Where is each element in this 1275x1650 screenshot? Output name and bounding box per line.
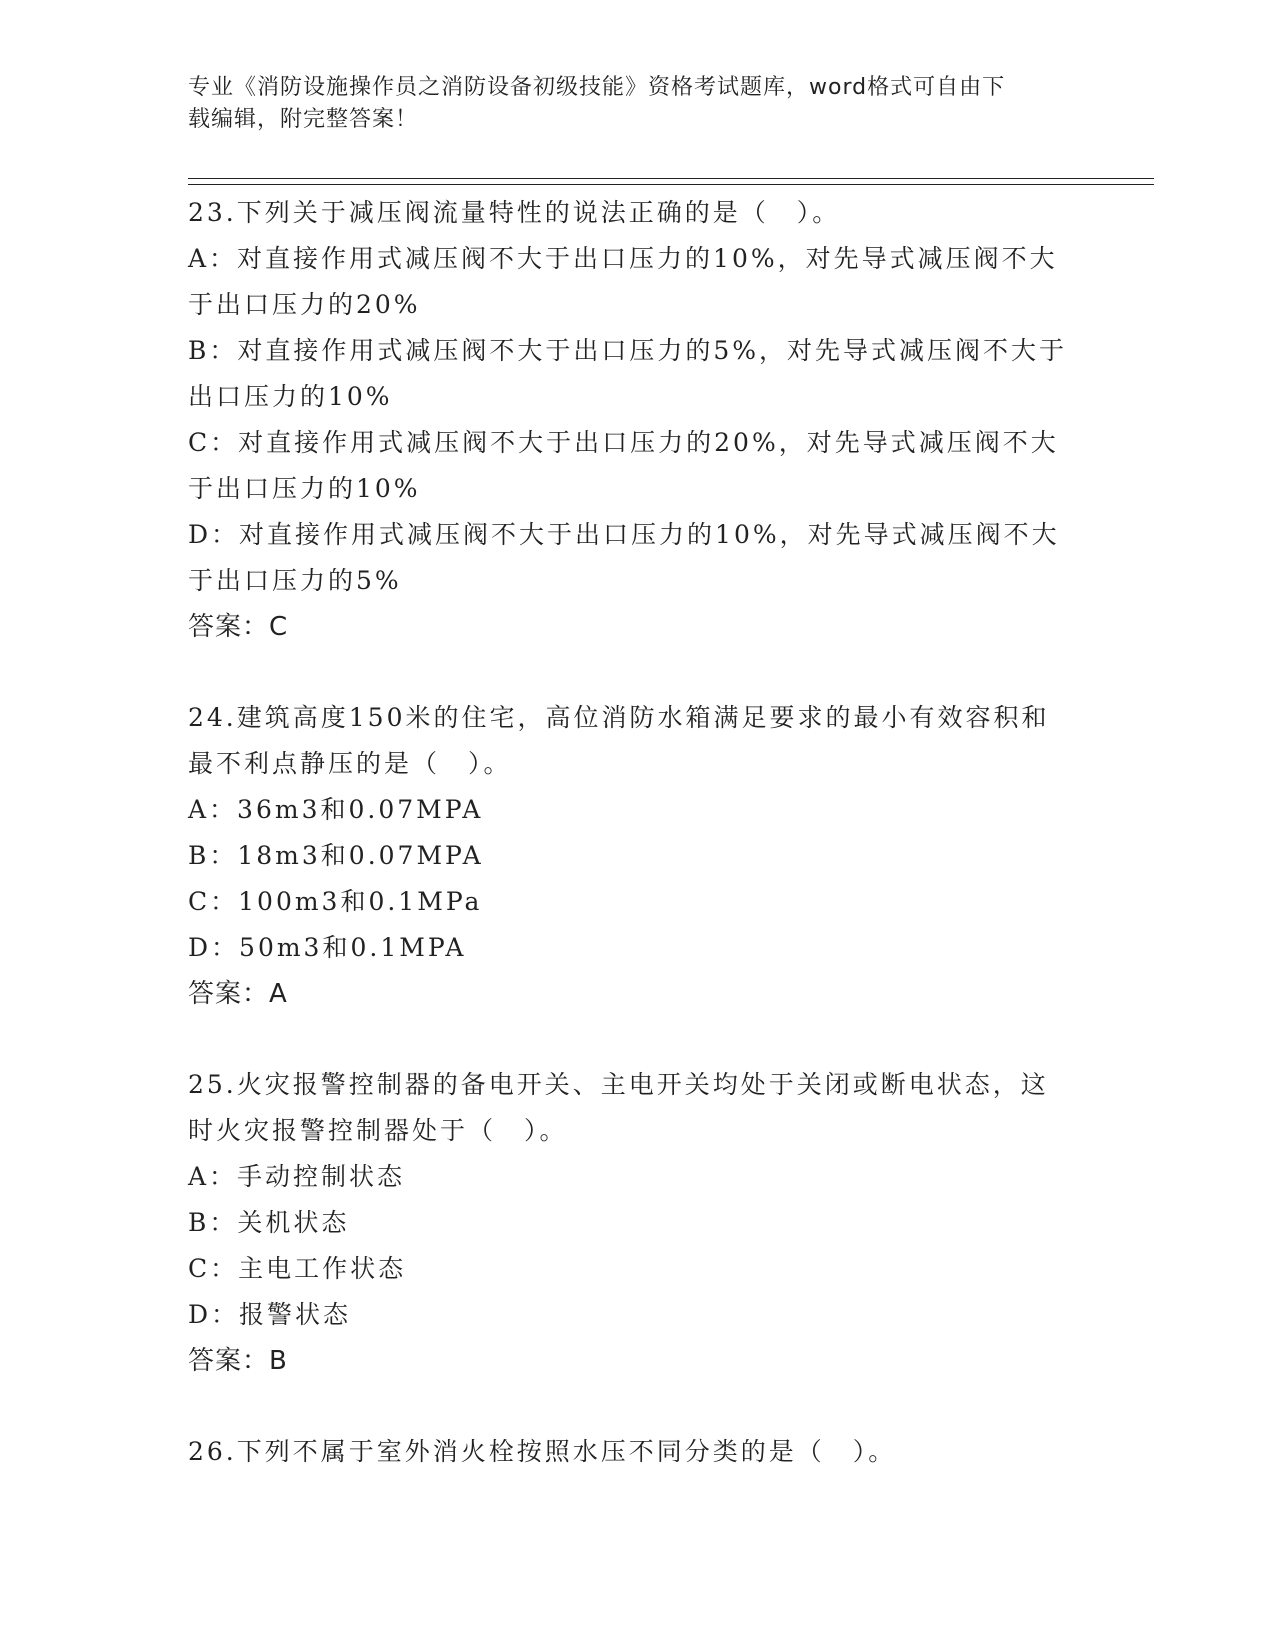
option-d-line-2: 于出口压力的5% bbox=[188, 566, 402, 595]
option-a: A：手动控制状态 bbox=[188, 1162, 406, 1191]
option-a-line-1: A：对直接作用式减压阀不大于出口压力的10%，对先导式减压阀不大 bbox=[188, 244, 1058, 273]
question-24 bbox=[188, 695, 1088, 1017]
header-line-2: 载编辑，附完整答案！ bbox=[188, 107, 419, 132]
question-stem-line-1: 24.建筑高度150米的住宅，高位消防水箱满足要求的最小有效容积和 bbox=[188, 703, 1050, 732]
question-stem-line-1: 25.火灾报警控制器的备电开关、主电开关均处于关闭或断电状态，这 bbox=[188, 1070, 1049, 1099]
header-divider-bottom bbox=[188, 184, 1154, 185]
option-d: D：报警状态 bbox=[188, 1300, 352, 1329]
answer-label: 答案：B bbox=[188, 1346, 288, 1376]
option-c-line-1: C：对直接作用式减压阀不大于出口压力的20%，对先导式减压阀不大 bbox=[188, 428, 1059, 457]
header-line-1: 专业《消防设施操作员之消防设备初级技能》资格考试题库，word格式可自由下 bbox=[188, 75, 1006, 100]
answer-label: 答案：C bbox=[188, 612, 289, 642]
header-divider-top bbox=[188, 178, 1154, 179]
question-stem: 26.下列不属于室外消火栓按照水压不同分类的是（ ）。 bbox=[188, 1437, 897, 1466]
question-stem-line-2: 时火灾报警控制器处于（ ）。 bbox=[188, 1116, 568, 1145]
option-d: D：50m3和0.1MPA bbox=[188, 933, 467, 962]
question-stem-line-2: 最不利点静压的是（ ）。 bbox=[188, 749, 512, 778]
option-c: C：主电工作状态 bbox=[188, 1254, 407, 1283]
option-c-line-2: 于出口压力的10% bbox=[188, 474, 421, 503]
option-d-line-1: D：对直接作用式减压阀不大于出口压力的10%，对先导式减压阀不大 bbox=[188, 520, 1060, 549]
document-header bbox=[188, 72, 1068, 136]
option-b: B：关机状态 bbox=[188, 1208, 350, 1237]
answer-label: 答案：A bbox=[188, 979, 288, 1009]
option-b: B：18m3和0.07MPA bbox=[188, 841, 484, 870]
question-stem: 23.下列关于减压阀流量特性的说法正确的是（ ）。 bbox=[188, 198, 841, 227]
question-26 bbox=[188, 1429, 1088, 1475]
option-a-line-2: 于出口压力的20% bbox=[188, 290, 421, 319]
option-a: A：36m3和0.07MPA bbox=[188, 795, 484, 824]
option-c: C：100m3和0.1MPa bbox=[188, 887, 483, 916]
option-b-line-1: B：对直接作用式减压阀不大于出口压力的5%，对先导式减压阀不大于 bbox=[188, 336, 1068, 365]
option-b-line-2: 出口压力的10% bbox=[188, 382, 393, 411]
question-25 bbox=[188, 1062, 1088, 1384]
question-23 bbox=[188, 190, 1088, 650]
question-list bbox=[188, 190, 1088, 1520]
